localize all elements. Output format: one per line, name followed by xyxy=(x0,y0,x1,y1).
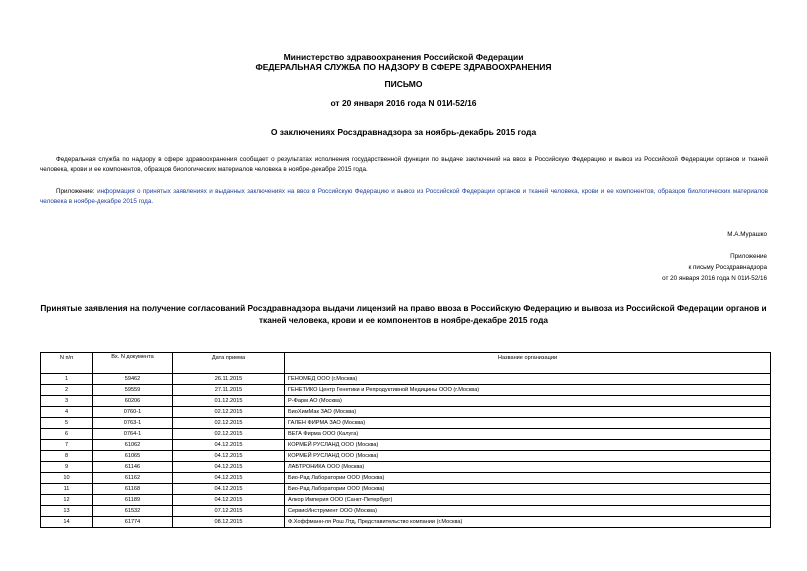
cell-organization: Ф.Хоффманн-ля Рош Лтд, Представительство компании (г.Москва) xyxy=(285,517,771,528)
cell-date: 04.12.2015 xyxy=(173,495,285,506)
cell-incoming: 0764-1 xyxy=(93,429,173,440)
cell-incoming: 61062 xyxy=(93,440,173,451)
cell-number: 10 xyxy=(41,473,93,484)
cell-organization: ВЕГА Фирма ООО (Калуга) xyxy=(285,429,771,440)
table-row xyxy=(41,429,771,440)
table-row xyxy=(41,418,771,429)
cell-incoming: 0763-1 xyxy=(93,418,173,429)
cell-organization: СервисИнструмент ООО (Москва) xyxy=(285,506,771,517)
cell-number: 13 xyxy=(41,506,93,517)
cell-date: 07.12.2015 xyxy=(173,506,285,517)
cell-date: 04.12.2015 xyxy=(173,473,285,484)
cell-organization: Био-Рад Лаборатории ООО (Москва) xyxy=(285,484,771,495)
cell-incoming: 61065 xyxy=(93,451,173,462)
table-row xyxy=(41,484,771,495)
ministry-name: Министерство здравоохранения Российской Федерации xyxy=(283,52,524,62)
cell-number: 12 xyxy=(41,495,93,506)
doc-subject: О заключениях Росздравнадзора за ноябрь-декабрь 2015 года xyxy=(270,127,537,137)
cell-organization: Алкор Империя ООО (Санкт-Петербург) xyxy=(285,495,771,506)
doc-type: ПИСЬМО xyxy=(384,79,423,89)
cell-date: 02.12.2015 xyxy=(173,418,285,429)
cell-organization: КОРМЕЙ РУСЛАНД ООО (Москва) xyxy=(285,451,771,462)
cell-date: 04.12.2015 xyxy=(173,440,285,451)
table-header-row xyxy=(41,353,771,374)
cell-organization: ГЕНЕТИКО Центр Генетики и Репродуктивной Медицины ООО (г.Москва) xyxy=(285,385,771,396)
cell-date: 04.12.2015 xyxy=(173,484,285,495)
table-row xyxy=(41,495,771,506)
col-header-organization: Название организации xyxy=(285,353,771,374)
table-row xyxy=(41,385,771,396)
cell-organization: БиоХимМак ЗАО (Москва) xyxy=(285,407,771,418)
appendix-to-letter: к письму Росздравнадзора xyxy=(688,264,767,271)
cell-date: 04.12.2015 xyxy=(173,462,285,473)
cell-incoming: 61168 xyxy=(93,484,173,495)
table-row xyxy=(41,462,771,473)
col-header-number: N п/п xyxy=(41,353,93,374)
table-row xyxy=(41,473,771,484)
cell-number: 2 xyxy=(41,385,93,396)
attachment-paragraph xyxy=(40,187,768,207)
cell-incoming: 61774 xyxy=(93,517,173,528)
table-row xyxy=(41,451,771,462)
cell-number: 5 xyxy=(41,418,93,429)
cell-organization: ГАЛЕН ФИРМА ЗАО (Москва) xyxy=(285,418,771,429)
cell-number: 6 xyxy=(41,429,93,440)
attachment-prefix: Приложение: xyxy=(56,188,98,195)
doc-date-number: от 20 января 2016 года N 01И-52/16 xyxy=(330,98,477,108)
cell-number: 4 xyxy=(41,407,93,418)
cell-date: 02.12.2015 xyxy=(173,407,285,418)
cell-number: 7 xyxy=(41,440,93,451)
cell-number: 11 xyxy=(41,484,93,495)
table-row xyxy=(41,407,771,418)
service-name: ФЕДЕРАЛЬНАЯ СЛУЖБА ПО НАДЗОРУ В СФЕРЕ ЗДРАВООХРАНЕНИЯ xyxy=(255,62,552,72)
cell-date: 02.12.2015 xyxy=(173,429,285,440)
table-row xyxy=(41,396,771,407)
cell-incoming: 0760-1 xyxy=(93,407,173,418)
cell-date: 01.12.2015 xyxy=(173,396,285,407)
cell-organization: КОРМЕЙ РУСЛАНД ООО (Москва) xyxy=(285,440,771,451)
cell-number: 3 xyxy=(41,396,93,407)
attachment-link[interactable]: информация о принятых заявлениях и выданных заключениях на ввоз в Российскую Федерацию и вывоз из Российской Федерации органов и тканей человека, крови и ее компонентов, образцов биологических материалов человека в ноябре-декабре 2015 года. xyxy=(40,188,768,205)
cell-incoming: 61146 xyxy=(93,462,173,473)
cell-incoming: 61162 xyxy=(93,473,173,484)
table-row xyxy=(41,440,771,451)
applications-table xyxy=(40,352,771,528)
cell-incoming: 59559 xyxy=(93,385,173,396)
cell-incoming: 61189 xyxy=(93,495,173,506)
appendix-label: Приложение xyxy=(730,253,767,260)
cell-organization: Р-Фарм АО (Москва) xyxy=(285,396,771,407)
cell-date: 08.12.2015 xyxy=(173,517,285,528)
table-row xyxy=(41,374,771,385)
cell-number: 9 xyxy=(41,462,93,473)
signature: М.А.Мурашко xyxy=(727,231,767,238)
appendix-date-number: от 20 января 2016 года N 01И-52/16 xyxy=(662,275,767,282)
cell-number: 8 xyxy=(41,451,93,462)
table-row xyxy=(41,517,771,528)
cell-incoming: 60206 xyxy=(93,396,173,407)
cell-organization: ГЕНОМЕД ООО (г.Москва) xyxy=(285,374,771,385)
cell-date: 04.12.2015 xyxy=(173,451,285,462)
col-header-date: Дата приема xyxy=(173,353,285,374)
cell-number: 14 xyxy=(41,517,93,528)
table-row xyxy=(41,506,771,517)
body-paragraph: Федеральная служба по надзору в сфере здравоохранения сообщает о результатах исполнения государственной функции по выдаче заключений на ввоз в Российскую Федерацию и вывоз из Российской Федерации органов и тканей человека, крови и ее компонентов, образцов биологических материалов человека в ноябре-декабре 2015 года. xyxy=(40,156,768,173)
cell-number: 1 xyxy=(41,374,93,385)
appendix-block xyxy=(662,251,767,284)
col-header-incoming: Вх. N документа xyxy=(93,353,173,374)
cell-date: 27.11.2015 xyxy=(173,385,285,396)
cell-organization: Био-Рад Лаборатории ООО (Москва) xyxy=(285,473,771,484)
cell-incoming: 61532 xyxy=(93,506,173,517)
cell-incoming: 59462 xyxy=(93,374,173,385)
cell-organization: ЛАБТРОНИКА ООО (Москва) xyxy=(285,462,771,473)
appendix-title: Принятые заявления на получение согласований Росздравнадзора выдачи лицензий на право ввоза в Российскую Федерацию и вывоза из Российской Федерации органов и тканей человека, крови и ее компонентов в ноябре-декабре 2015 года xyxy=(40,303,767,325)
cell-date: 26.11.2015 xyxy=(173,374,285,385)
